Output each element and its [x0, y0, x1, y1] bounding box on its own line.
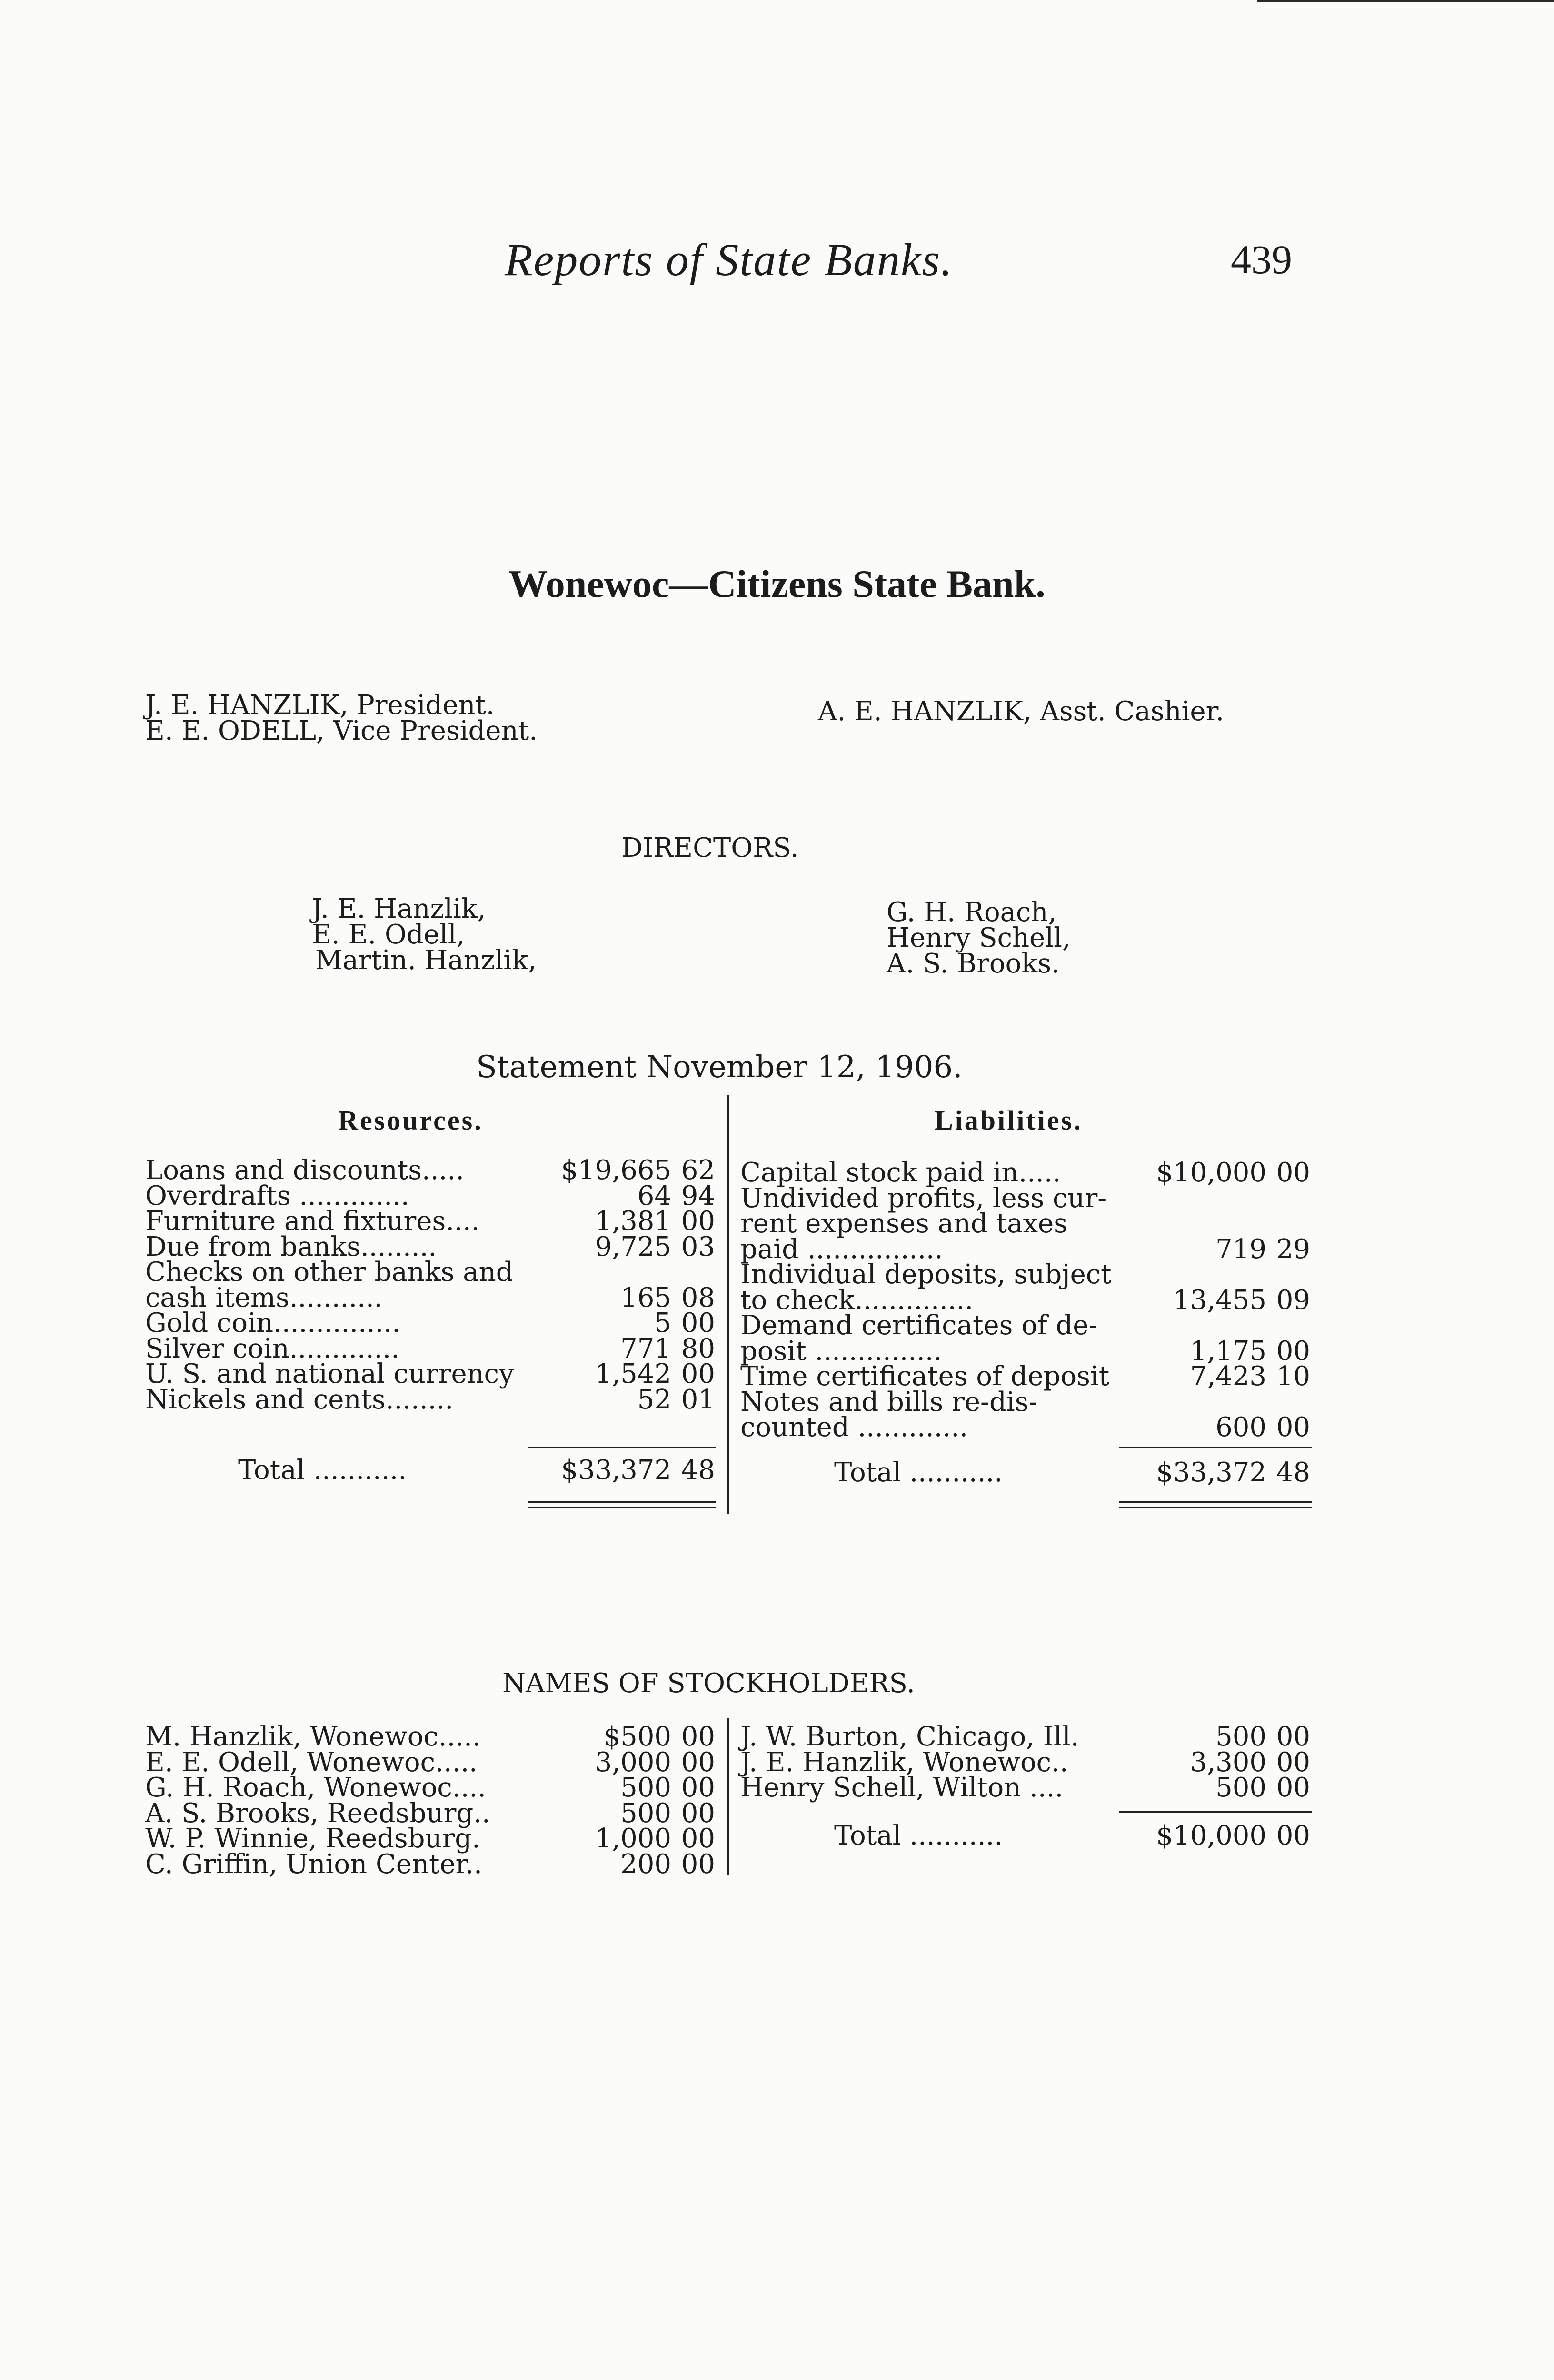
- stockholders-total-cents: 00: [1276, 1820, 1310, 1851]
- stockholder-right-cents: 00: [1276, 1721, 1310, 1752]
- stockholder-left-label: E. E. Odell, Wonewoc.....: [145, 1746, 478, 1778]
- stockholder-left-cents: 00: [681, 1797, 715, 1829]
- liability-dollars: 1,175: [1190, 1335, 1266, 1367]
- liability-cents: 10: [1276, 1361, 1310, 1392]
- stockholder-left-cents: 00: [681, 1746, 715, 1778]
- stockholder-right-cents: 00: [1276, 1772, 1310, 1803]
- liability-dollars: 600: [1215, 1412, 1266, 1443]
- liability-label: Capital stock paid in.....: [740, 1157, 1061, 1188]
- resource-dollars: 771: [620, 1333, 671, 1364]
- resource-dollars: $19,665: [561, 1155, 671, 1186]
- resource-cents: 94: [681, 1180, 715, 1211]
- liability-cents: 00: [1276, 1157, 1310, 1188]
- resources-heading: Resources.: [338, 1105, 483, 1136]
- stockholder-left-cents: 00: [681, 1823, 715, 1854]
- resources-total-dollars: $33,372: [561, 1455, 671, 1486]
- stockholder-left-dollars: 500: [620, 1772, 671, 1803]
- stockholder-right-label: J. E. Hanzlik, Wonewoc..: [740, 1746, 1068, 1778]
- liability-label: Notes and bills re-dis-: [740, 1386, 1038, 1418]
- liability-label: Individual deposits, subject: [740, 1259, 1112, 1290]
- resource-label: Checks on other banks and: [145, 1257, 513, 1288]
- resources-total-cents: 48: [681, 1455, 715, 1486]
- liability-dollars: 13,455: [1173, 1284, 1266, 1316]
- resource-dollars: 1,542: [595, 1359, 671, 1389]
- resource-label: U. S. and national currency: [145, 1359, 514, 1389]
- resource-cents: 00: [681, 1206, 715, 1237]
- director-left-3: Martin. Hanzlik,: [315, 945, 537, 976]
- resource-label: Overdrafts .............: [145, 1180, 409, 1211]
- liability-label: posit ...............: [740, 1335, 942, 1367]
- director-left-2: E. E. Odell,: [312, 919, 465, 950]
- resource-cents: 62: [681, 1155, 715, 1186]
- liability-label: to check..............: [740, 1284, 974, 1316]
- resource-dollars: 64: [637, 1180, 671, 1211]
- resource-cents: 03: [681, 1231, 715, 1262]
- page-number: 439: [1231, 237, 1292, 282]
- liabilities-double-rule-2: [1119, 1507, 1312, 1508]
- stockholder-left-label: M. Hanzlik, Wonewoc.....: [145, 1721, 481, 1752]
- resource-dollars: 9,725: [595, 1231, 671, 1262]
- stockholder-right-dollars: 500: [1215, 1772, 1266, 1803]
- liability-cents: 00: [1276, 1412, 1310, 1443]
- resource-dollars: 165: [620, 1282, 671, 1313]
- liability-dollars: $10,000: [1156, 1157, 1266, 1188]
- stockholder-left-dollars: $500: [603, 1721, 671, 1752]
- resources-double-rule-1: [528, 1501, 716, 1503]
- resource-dollars: 52: [637, 1384, 671, 1415]
- liabilities-double-rule-1: [1119, 1501, 1312, 1503]
- stockholder-left-label: A. S. Brooks, Reedsburg..: [145, 1797, 490, 1829]
- resource-label: Gold coin...............: [145, 1308, 401, 1339]
- bank-title: Wonewoc—Citizens State Bank.: [508, 562, 1046, 605]
- stockholder-left-cents: 00: [681, 1721, 715, 1752]
- officer-vice-president: E. E. ODELL, Vice President.: [145, 715, 538, 746]
- director-right-2: Henry Schell,: [887, 922, 1071, 953]
- liability-cents: 09: [1276, 1284, 1310, 1316]
- resource-label: Silver coin.............: [145, 1333, 399, 1364]
- stockholders-total-label: Total ...........: [834, 1820, 1003, 1851]
- resource-label: Due from banks.........: [145, 1231, 437, 1262]
- liability-label: Time certificates of deposit: [740, 1361, 1110, 1392]
- resource-dollars: 5: [654, 1308, 671, 1339]
- director-right-1: G. H. Roach,: [887, 897, 1057, 928]
- stockholder-right-label: J. W. Burton, Chicago, Ill.: [740, 1721, 1079, 1752]
- directors-heading: DIRECTORS.: [621, 833, 799, 863]
- stockholder-left-cents: 00: [681, 1848, 715, 1880]
- resource-cents: 00: [681, 1359, 715, 1389]
- liability-label: paid ................: [740, 1233, 943, 1265]
- resource-label: Loans and discounts.....: [145, 1155, 464, 1186]
- officer-president: J. E. HANZLIK, President.: [145, 690, 495, 721]
- liability-cents: 29: [1276, 1233, 1310, 1265]
- resource-label: cash items...........: [145, 1282, 383, 1313]
- director-left-1: J. E. Hanzlik,: [312, 893, 486, 924]
- stockholder-left-label: W. P. Winnie, Reedsburg.: [145, 1823, 480, 1854]
- stockholder-left-dollars: 200: [620, 1848, 671, 1880]
- liabilities-total-label: Total ...........: [834, 1457, 1003, 1488]
- stockholders-total-dollars: $10,000: [1156, 1820, 1266, 1851]
- director-right-3: A. S. Brooks.: [887, 948, 1060, 979]
- stockholders-total-rule: [1119, 1811, 1312, 1813]
- stockholders-heading: NAMES OF STOCKHOLDERS.: [502, 1668, 915, 1699]
- resources-total-rule: [528, 1447, 716, 1448]
- resource-label: Furniture and fixtures....: [145, 1206, 480, 1237]
- top-rule: [1257, 0, 1554, 2]
- resource-cents: 01: [681, 1384, 715, 1415]
- liability-label: counted .............: [740, 1412, 968, 1443]
- resource-label: Nickels and cents........: [145, 1384, 454, 1415]
- stockholder-right-dollars: 3,300: [1190, 1746, 1266, 1778]
- liability-label: rent expenses and taxes: [740, 1208, 1067, 1239]
- stockholder-left-dollars: 3,000: [595, 1746, 671, 1778]
- stockholder-right-dollars: 500: [1215, 1721, 1266, 1752]
- stockholders-column-divider: [727, 1718, 729, 1875]
- stockholder-right-cents: 00: [1276, 1746, 1310, 1778]
- stockholder-left-dollars: 500: [620, 1797, 671, 1829]
- resources-total-label: Total ...........: [238, 1455, 407, 1486]
- resource-cents: 00: [681, 1308, 715, 1339]
- stockholder-right-label: Henry Schell, Wilton ....: [740, 1772, 1064, 1803]
- stockholder-left-label: C. Griffin, Union Center..: [145, 1848, 482, 1880]
- liability-dollars: 719: [1215, 1233, 1266, 1265]
- liabilities-heading: Liabilities.: [935, 1105, 1083, 1136]
- liabilities-total-cents: 48: [1276, 1457, 1310, 1488]
- liabilities-total-dollars: $33,372: [1156, 1457, 1266, 1488]
- stockholder-left-cents: 00: [681, 1772, 715, 1803]
- statement-column-divider: [727, 1095, 729, 1514]
- stockholder-left-dollars: 1,000: [595, 1823, 671, 1854]
- liability-label: Undivided profits, less cur-: [740, 1182, 1107, 1214]
- resources-double-rule-2: [528, 1507, 716, 1508]
- liability-cents: 00: [1276, 1335, 1310, 1367]
- statement-title: Statement November 12, 1906.: [476, 1050, 963, 1085]
- stockholder-left-label: G. H. Roach, Wonewoc....: [145, 1772, 486, 1803]
- resource-cents: 80: [681, 1333, 715, 1364]
- running-header-title: Reports of State Banks.: [505, 234, 953, 285]
- liability-dollars: 7,423: [1190, 1361, 1266, 1392]
- liabilities-total-rule: [1119, 1447, 1312, 1448]
- resource-dollars: 1,381: [595, 1206, 671, 1237]
- resource-cents: 08: [681, 1282, 715, 1313]
- liability-label: Demand certificates of de-: [740, 1310, 1098, 1341]
- officer-asst-cashier: A. E. HANZLIK, Asst. Cashier.: [818, 696, 1224, 727]
